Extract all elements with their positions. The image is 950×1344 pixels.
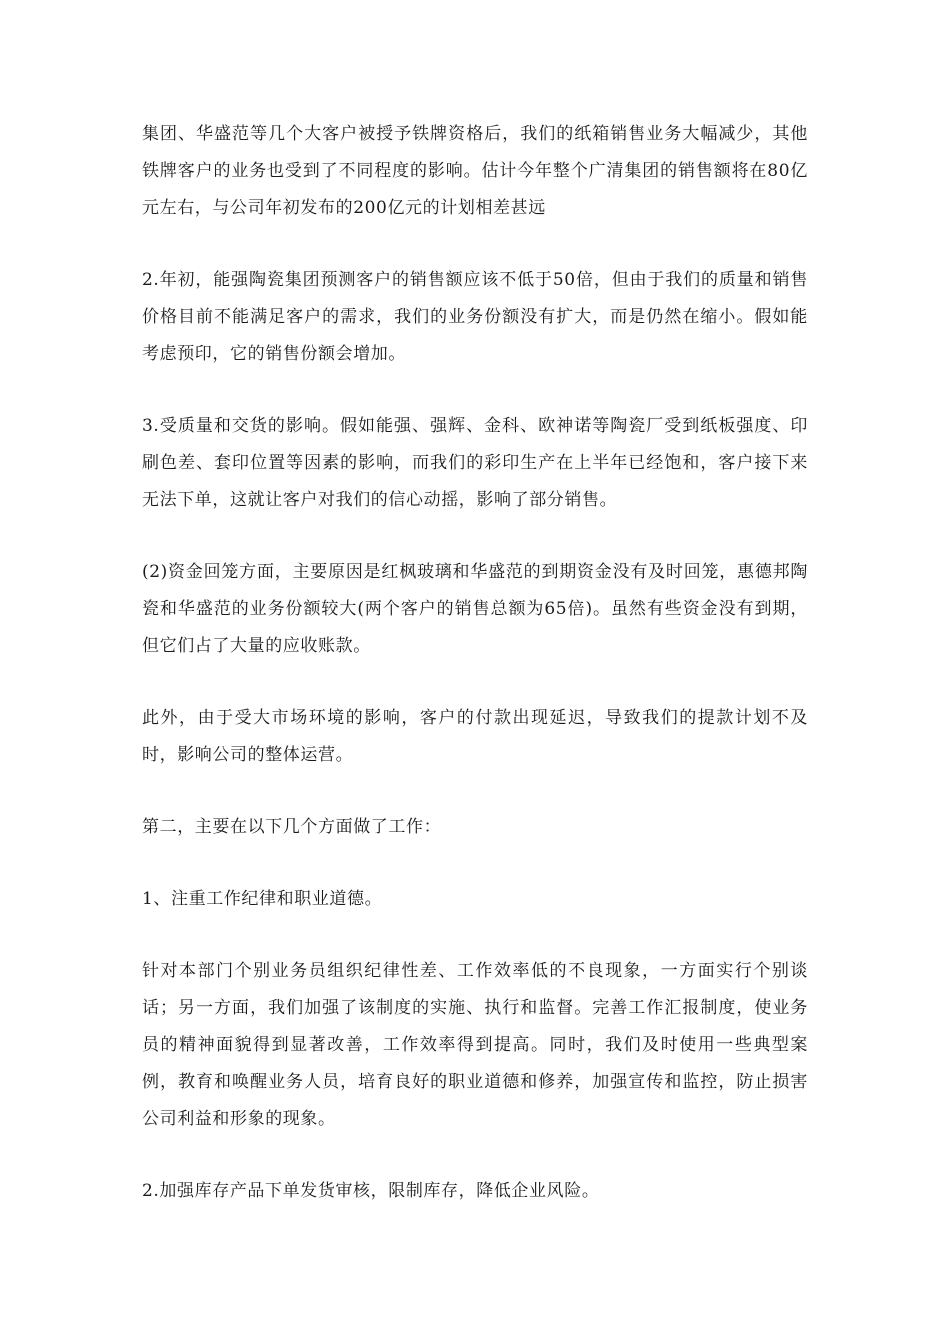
paragraph-4: (2)资金回笼方面，主要原因是红枫玻璃和华盛范的到期资金没有及时回笼，惠德邦陶瓷和华盛范的业务份额较大(两个客户的销售总额为65倍)。虽然有些资金没有到期，但它们占了大量的应收账款。 xyxy=(142,562,808,656)
paragraph-1: 集团、华盛范等几个大客户被授予铁牌资格后，我们的纸箱销售业务大幅减少，其他铁牌客户的业务也受到了不同程度的影响。估计今年整个广清集团的销售额将在80亿元左右，与公司年初发布的200亿元的计划相差甚远 xyxy=(142,124,808,218)
paragraph-5: 此外，由于受大市场环境的影响，客户的付款出现延迟，导致我们的提款计划不及时，影响公司的整体运营。 xyxy=(142,708,808,765)
list-item-2-heading: 2.加强库存产品下单发货审核，限制库存，降低企业风险。 xyxy=(142,1181,600,1201)
paragraph-discipline: 针对本部门个别业务员组织纪律性差、工作效率低的不良现象，一方面实行个别谈话；另一方面，我们加强了该制度的实施、执行和监督。完善工作汇报制度，使业务员的精神面貌得到显著改善，工作效率得到提高。同时，我们及时使用一些典型案例，教育和唤醒业务人员，培育良好的职业道德和修养，加强宣传和监控，防止损害公司利益和形象的现象。 xyxy=(142,961,808,1129)
list-item-1-heading: 1、注重工作纪律和职业道德。 xyxy=(142,889,383,909)
paragraph-3: 3.受质量和交货的影响。假如能强、强辉、金科、欧神诺等陶瓷厂受到纸板强度、印刷色差、套印位置等因素的影响，而我们的彩印生产在上半年已经饱和，客户接下来无法下单，这就让客户对我们的信心动摇，影响了部分销售。 xyxy=(142,416,808,510)
section-heading-second: 第二，主要在以下几个方面做了工作： xyxy=(142,817,442,837)
paragraph-2: 2.年初，能强陶瓷集团预测客户的销售额应该不低于50倍，但由于我们的质量和销售价格目前不能满足客户的需求，我们的业务份额没有扩大，而是仍然在缩小。假如能考虑预印，它的销售份额会增加。 xyxy=(142,270,808,364)
document-body xyxy=(142,116,808,1245)
